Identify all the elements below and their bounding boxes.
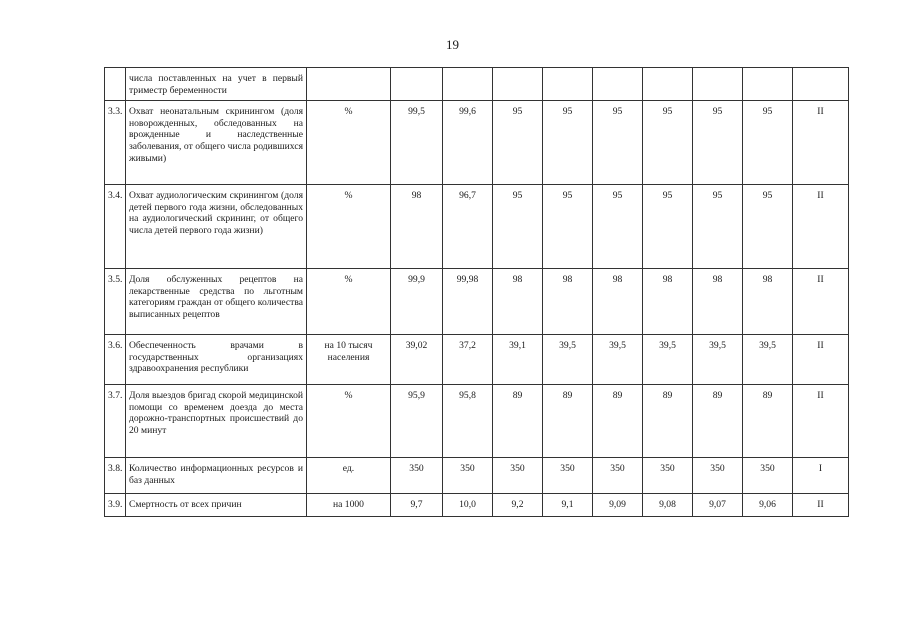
- unit-cell: %: [307, 101, 391, 185]
- value-cell: 95: [593, 185, 643, 269]
- row-number: 3.6.: [105, 335, 126, 385]
- row-number: 3.9.: [105, 494, 126, 517]
- row-number: 3.8.: [105, 458, 126, 494]
- value-cell: 9,1: [543, 494, 593, 517]
- unit-cell: %: [307, 185, 391, 269]
- unit-cell: %: [307, 385, 391, 458]
- value-cell: 350: [743, 458, 793, 494]
- value-cell: 99,5: [391, 101, 443, 185]
- value-cell: 98: [643, 269, 693, 335]
- value-cell: 95: [493, 185, 543, 269]
- value-cell: 98: [493, 269, 543, 335]
- value-cell: 350: [493, 458, 543, 494]
- value-cell: 98: [693, 269, 743, 335]
- row-number: 3.4.: [105, 185, 126, 269]
- value-cell: 39,5: [743, 335, 793, 385]
- value-cell: 37,2: [443, 335, 493, 385]
- value-cell: 9,08: [643, 494, 693, 517]
- unit-cell: на 10 тысяч населения: [307, 335, 391, 385]
- value-cell: 95: [743, 185, 793, 269]
- value-cell: 95: [643, 185, 693, 269]
- value-cell: [643, 68, 693, 101]
- value-cell: 89: [693, 385, 743, 458]
- indicator-name: Количество информационных ресурсов и баз данных: [126, 458, 307, 494]
- value-cell: 96,7: [443, 185, 493, 269]
- value-cell: 95: [693, 101, 743, 185]
- value-cell: 39,5: [693, 335, 743, 385]
- value-cell: 95: [743, 101, 793, 185]
- value-cell: 99,98: [443, 269, 493, 335]
- table-row: [105, 458, 849, 494]
- unit-cell: [307, 68, 391, 101]
- indicator-name: Доля выездов бригад скорой медицинской помощи со временем доезда до места дорожно-транспортных происшествий до 20 минут: [126, 385, 307, 458]
- indicator-name: Обеспеченность врачами в государственных организациях здравоохранения республики: [126, 335, 307, 385]
- table-row: [105, 385, 849, 458]
- value-cell: [693, 68, 743, 101]
- unit-cell: %: [307, 269, 391, 335]
- value-cell: 95: [643, 101, 693, 185]
- value-cell: 9,09: [593, 494, 643, 517]
- value-cell: 350: [443, 458, 493, 494]
- indicator-name: числа поставленных на учет в первый триместр беременности: [126, 68, 307, 101]
- value-cell: 95,9: [391, 385, 443, 458]
- value-cell: 98: [743, 269, 793, 335]
- value-cell: [443, 68, 493, 101]
- value-cell: 95: [693, 185, 743, 269]
- table-row: [105, 68, 849, 101]
- table-row: [105, 269, 849, 335]
- value-cell: [391, 68, 443, 101]
- value-cell: 89: [493, 385, 543, 458]
- category-cell: II: [793, 385, 849, 458]
- value-cell: 98: [391, 185, 443, 269]
- table-row: [105, 335, 849, 385]
- value-cell: 98: [543, 269, 593, 335]
- value-cell: [493, 68, 543, 101]
- table-row: [105, 185, 849, 269]
- value-cell: 39,5: [643, 335, 693, 385]
- value-cell: 95,8: [443, 385, 493, 458]
- category-cell: [793, 68, 849, 101]
- row-number: [105, 68, 126, 101]
- value-cell: 99,9: [391, 269, 443, 335]
- value-cell: 9,07: [693, 494, 743, 517]
- value-cell: 95: [543, 185, 593, 269]
- value-cell: [743, 68, 793, 101]
- value-cell: 350: [391, 458, 443, 494]
- value-cell: 95: [543, 101, 593, 185]
- category-cell: II: [793, 335, 849, 385]
- page-number: 19: [446, 37, 459, 52]
- value-cell: 89: [543, 385, 593, 458]
- indicators-table: [104, 67, 849, 517]
- indicator-name: Смертность от всех причин: [126, 494, 307, 517]
- unit-cell: на 1000: [307, 494, 391, 517]
- value-cell: 10,0: [443, 494, 493, 517]
- value-cell: 89: [743, 385, 793, 458]
- value-cell: 9,7: [391, 494, 443, 517]
- indicator-name: Охват неонатальным скринингом (доля новорожденных, обследованных на врожденные и наследственные заболевания, от общего числа родившихся живыми): [126, 101, 307, 185]
- category-cell: II: [793, 185, 849, 269]
- value-cell: 350: [543, 458, 593, 494]
- value-cell: 39,5: [593, 335, 643, 385]
- row-number: 3.3.: [105, 101, 126, 185]
- value-cell: [593, 68, 643, 101]
- value-cell: 89: [643, 385, 693, 458]
- indicator-name: Охват аудиологическим скринингом (доля детей первого года жизни, обследованных на аудиологический скрининг, от общего числа детей первого года жизни): [126, 185, 307, 269]
- value-cell: 39,1: [493, 335, 543, 385]
- category-cell: II: [793, 101, 849, 185]
- table-row: [105, 101, 849, 185]
- value-cell: 39,02: [391, 335, 443, 385]
- value-cell: 350: [593, 458, 643, 494]
- value-cell: 39,5: [543, 335, 593, 385]
- indicator-name: Доля обслуженных рецептов на лекарственные средства по льготным категориям граждан от общего количества выписанных рецептов: [126, 269, 307, 335]
- category-cell: II: [793, 494, 849, 517]
- value-cell: 95: [493, 101, 543, 185]
- row-number: 3.5.: [105, 269, 126, 335]
- value-cell: 350: [693, 458, 743, 494]
- value-cell: 95: [593, 101, 643, 185]
- value-cell: 89: [593, 385, 643, 458]
- value-cell: [543, 68, 593, 101]
- value-cell: 99,6: [443, 101, 493, 185]
- table-row: [105, 494, 849, 517]
- category-cell: II: [793, 269, 849, 335]
- unit-cell: ед.: [307, 458, 391, 494]
- category-cell: I: [793, 458, 849, 494]
- value-cell: 9,2: [493, 494, 543, 517]
- value-cell: 350: [643, 458, 693, 494]
- row-number: 3.7.: [105, 385, 126, 458]
- value-cell: 9,06: [743, 494, 793, 517]
- value-cell: 98: [593, 269, 643, 335]
